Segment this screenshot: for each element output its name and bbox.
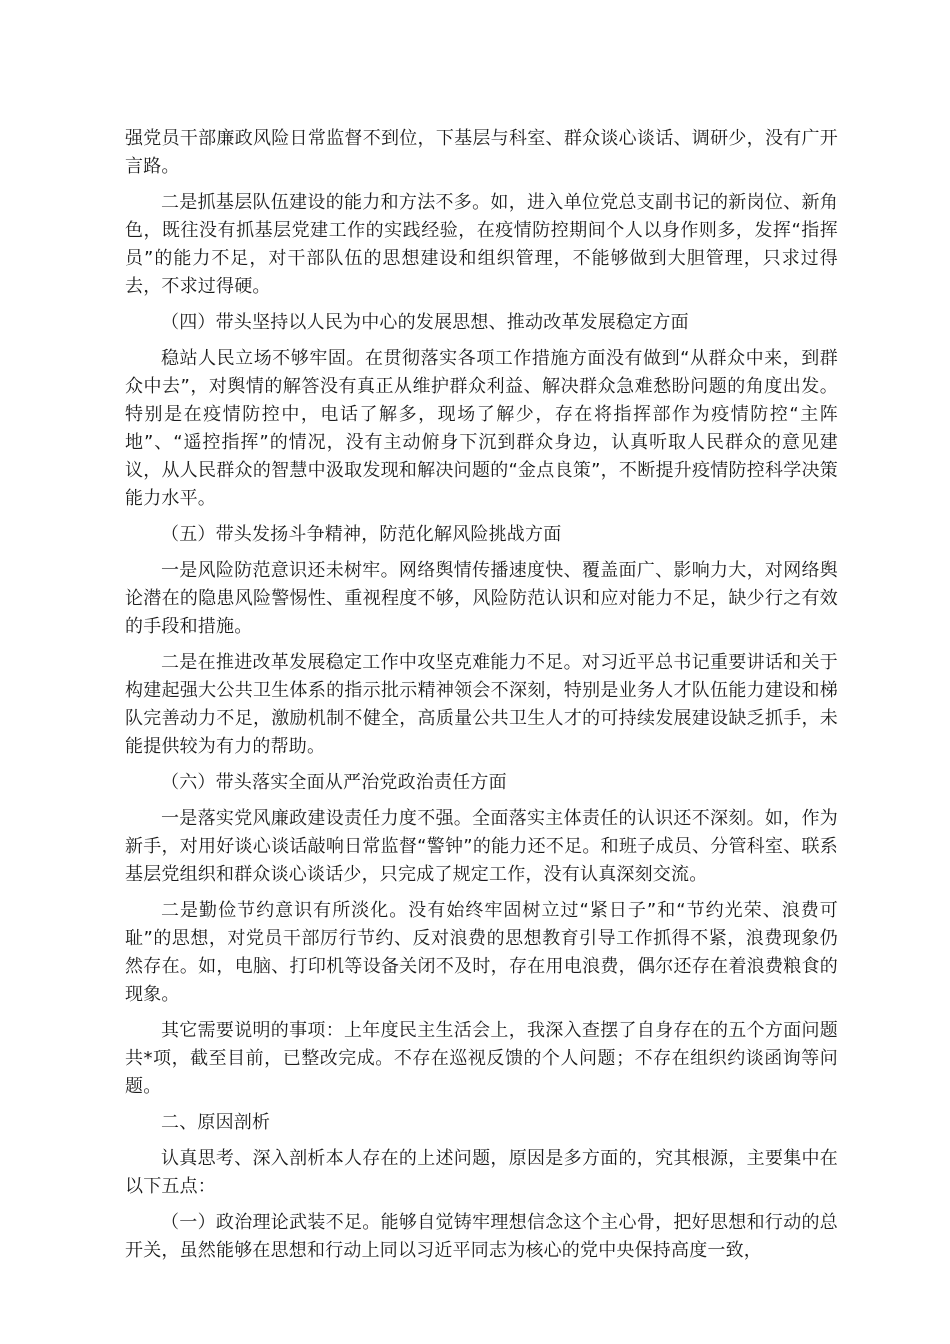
paragraph: 一是落实党风廉政建设责任力度不强。全面落实主体责任的认识还不深刻。如，作为新手，对用好谈心谈话敲响日常监督“警钟”的能力还不足。和班子成员、分管科室、联系基层党组织和群众谈心谈话少，只完成了规定工作，没有认真深刻交流。: [125, 808, 838, 885]
paragraph: 认真思考、深入剖析本人存在的上述问题，原因是多方面的，究其根源，主要集中在以下五点：: [125, 1148, 838, 1197]
section-heading-4: （四）带头坚持以人民为中心的发展思想、推动改革发展稳定方面: [161, 312, 689, 333]
paragraph: 二是勤俭节约意识有所淡化。没有始终牢固树立过“紧日子”和“节约光荣、浪费可耻”的思想，对党员干部厉行节约、反对浪费的思想教育引导工作抓得不紧，浪费现象仍然存在。如，电脑、打印机等设备关闭不及时，存在用电浪费，偶尔还存在着浪费粮食的现象。: [125, 900, 838, 1005]
paragraph-continued: 强党员干部廉政风险日常监督不到位，下基层与科室、群众谈心谈话、调研少，没有广开言路。: [125, 128, 838, 177]
section-heading-5: （五）带头发扬斗争精神，防范化解风险挑战方面: [161, 524, 562, 545]
section-heading-6: （六）带头落实全面从严治党政治责任方面: [161, 772, 507, 793]
paragraph: （一）政治理论武装不足。能够自觉铸牢理想信念这个主心骨，把好思想和行动的总开关，虽然能够在思想和行动上同以习近平同志为核心的党中央保持高度一致，: [125, 1212, 838, 1261]
document-page: [125, 125, 838, 1273]
paragraph: 一是风险防范意识还未树牢。网络舆情传播速度快、覆盖面广、影响力大，对网络舆论潜在的隐患风险警惕性、重视程度不够，风险防范认识和应对能力不足，缺少行之有效的手段和措施。: [125, 560, 838, 637]
paragraph: 其它需要说明的事项：上年度民主生活会上，我深入查摆了自身存在的五个方面问题共*项，截至目前，已整改完成。不存在巡视反馈的个人问题；不存在组织约谈函询等问题。: [125, 1020, 838, 1097]
paragraph: 稳站人民立场不够牢固。在贯彻落实各项工作措施方面没有做到“从群众中来，到群众中去”，对舆情的解答没有真正从维护群众利益、解决群众急难愁盼问题的角度出发。特别是在疫情防控中，电话了解多，现场了解少，存在将指挥部作为疫情防控“主阵地”、“遥控指挥”的情况，没有主动俯身下沉到群众身边，认真听取人民群众的意见建议，从人民群众的智慧中汲取发现和解决问题的“金点良策”，不断提升疫情防控科学决策能力水平。: [125, 348, 838, 509]
paragraph: 二是在推进改革发展稳定工作中攻坚克难能力不足。对习近平总书记重要讲话和关于构建起强大公共卫生体系的指示批示精神领会不深刻，特别是业务人才队伍能力建设和梯队完善动力不足，激励机制不健全，高质量公共卫生人才的可持续发展建设缺乏抓手，未能提供较为有力的帮助。: [125, 652, 838, 757]
paragraph: 二是抓基层队伍建设的能力和方法不多。如，进入单位党总支副书记的新岗位、新角色，既往没有抓基层党建工作的实践经验，在疫情防控期间个人以身作则多，发挥“指挥员”的能力不足，对干部队伍的思想建设和组织管理，不能够做到大胆管理，只求过得去，不求过得硬。: [125, 192, 838, 297]
chapter-heading: 二、原因剖析: [161, 1112, 271, 1133]
